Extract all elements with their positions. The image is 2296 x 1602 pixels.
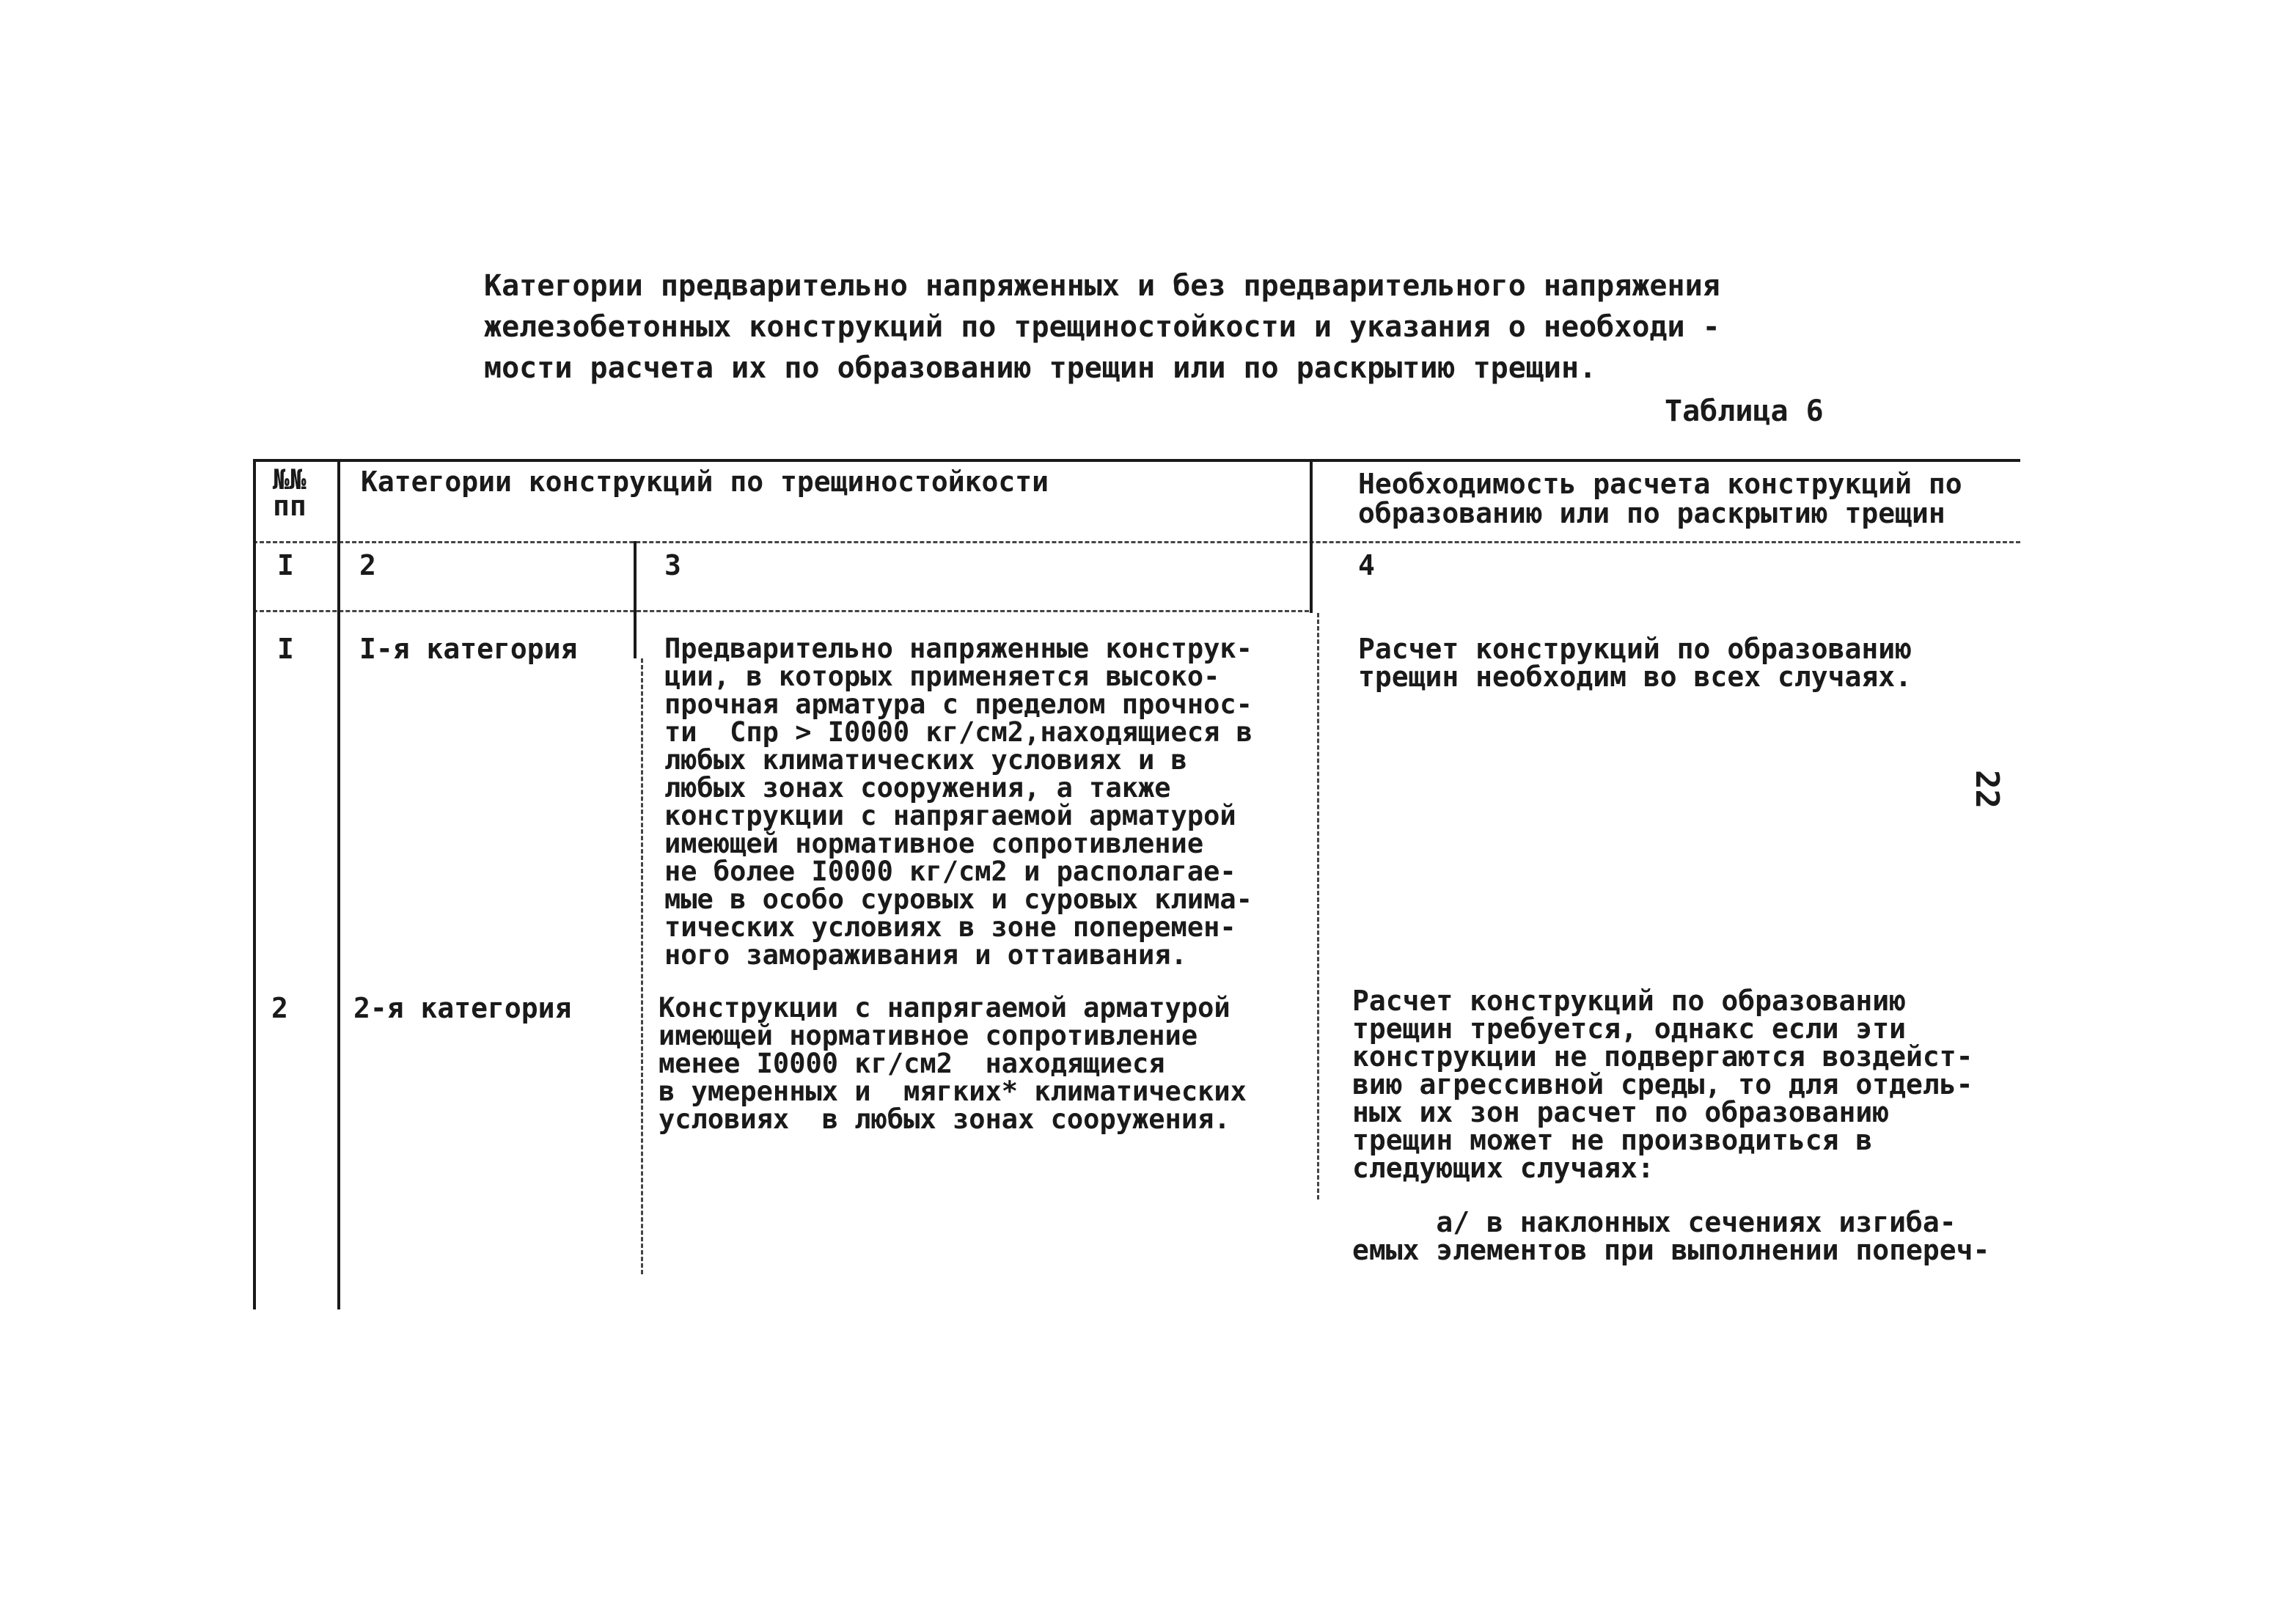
caption-line: Категории предварительно напряженных и без предварительного напряжения bbox=[484, 269, 1720, 303]
row-description: Предварительно напряженные конструк- ции, в которых применяется высоко- прочная арматура с пределом прочнос- ти Cпр > I0000 кг/см2,находящиеся в любых климатических условиях и в любых зонах сооружения, а также конструкции с напрягаемой арматурой имеющей нормативное сопротивление не более I0000 кг/см2 и располагае- мые в особо суровых и суровых клима- тических условиях в зоне поперемен- ного замораживания и оттаивания. bbox=[664, 633, 1252, 971]
numbers-separator bbox=[253, 610, 1309, 612]
row-number: 2 bbox=[271, 992, 288, 1024]
column-number-1: I bbox=[277, 549, 294, 581]
row-category: I-я категория bbox=[359, 633, 578, 665]
column-divider-3-dashed bbox=[1317, 613, 1319, 1199]
row-category: 2-я категория bbox=[353, 992, 572, 1024]
header-number-column: №№ пп bbox=[273, 463, 307, 522]
table-caption bbox=[484, 265, 1720, 389]
column-divider-2-dashed bbox=[641, 658, 643, 1274]
column-number-3: 3 bbox=[664, 549, 681, 581]
page-number: 22 bbox=[1968, 770, 2006, 809]
column-divider-3 bbox=[1310, 459, 1313, 613]
caption-line: мости расчета их по образованию трещин или по раскрытию трещин. bbox=[484, 351, 1597, 385]
header-separator bbox=[253, 541, 2020, 543]
row-description: Конструкции с напрягаемой арматурой имеющей нормативное сопротивление менее I0000 кг/см2 находящиеся в умеренных и мягких* климатических условиях в любых зонах сооружения. bbox=[659, 992, 1247, 1135]
column-number-4: 4 bbox=[1358, 549, 1375, 581]
row-necessity: Расчет конструкций по образованию трещин требуется, однакс если эти конструкции не подвергаются воздейст- вию агрессивной среды, то для отдель- ных их зон расчет по образованию трещин может не производиться в следующих случаях: bbox=[1352, 985, 1973, 1184]
column-divider-1 bbox=[337, 459, 340, 1309]
row-necessity-continued: а/ в наклонных сечениях изгиба- емых элементов при выполнении попереч- bbox=[1352, 1206, 1990, 1266]
row-necessity: Расчет конструкций по образованию трещин необходим во всех случаях. bbox=[1358, 633, 1912, 693]
header-categories: Категории конструкций по трещиностойкости bbox=[361, 466, 1049, 498]
row-number: I bbox=[277, 633, 294, 665]
caption-line: железобетонных конструкций по трещиностойкости и указания о необходи - bbox=[484, 310, 1720, 344]
table-top-border bbox=[253, 459, 2020, 462]
column-number-2: 2 bbox=[359, 549, 376, 581]
table-left-border bbox=[253, 459, 256, 1309]
column-divider-2 bbox=[634, 541, 637, 658]
table-number-label: Таблица 6 bbox=[1665, 394, 1824, 428]
header-necessity: Необходимость расчета конструкций по образованию или по раскрытию трещин bbox=[1358, 468, 1962, 529]
